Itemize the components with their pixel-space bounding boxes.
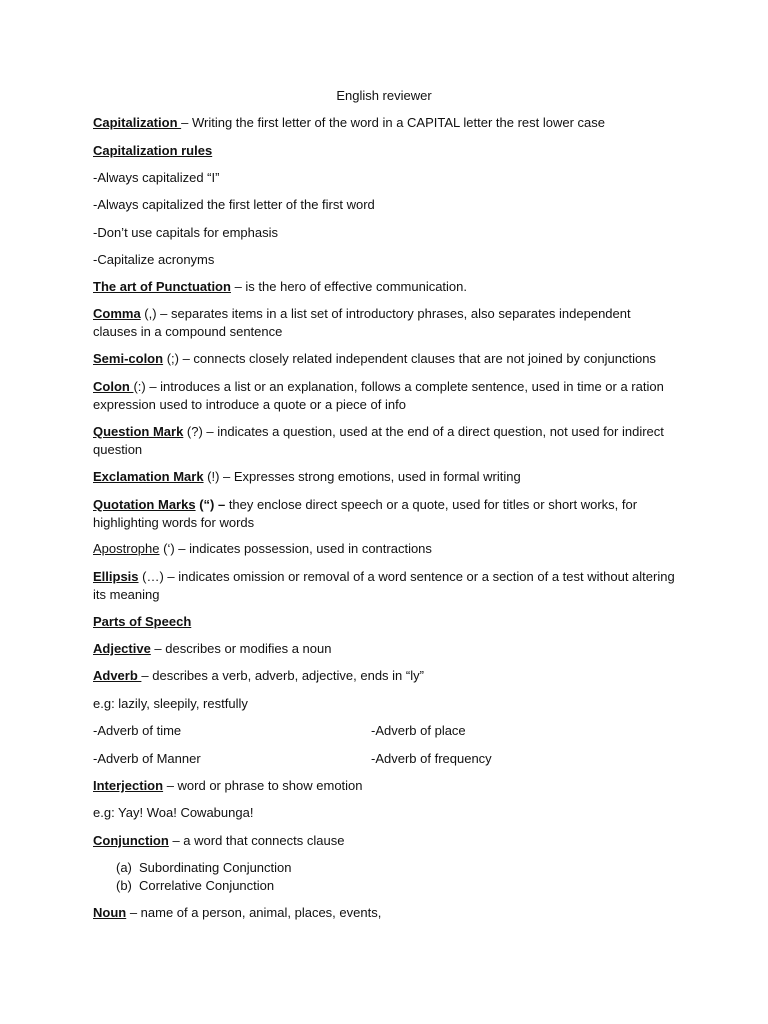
interjection-definition: Interjection – word or phrase to show emotion [93, 778, 363, 793]
adverb-of-manner: -Adverb of Manner [93, 751, 201, 766]
rule-item: -Always capitalized the first letter of the first word [93, 197, 375, 212]
interjection-example: e.g: Yay! Woa! Cowabunga! [93, 805, 254, 820]
capitalization-rules-heading: Capitalization rules [93, 143, 213, 158]
adverb-example: e.g: lazily, sleepily, restfully [93, 696, 248, 711]
rule-item: -Don’t use capitals for emphasis [93, 225, 278, 240]
capitalization-definition: Capitalization – Writing the first letter of the word in a CAPITAL letter the rest lower case [93, 115, 606, 130]
capitalization-term: Capitalization [93, 115, 182, 130]
adverb-of-place: -Adverb of place [371, 723, 466, 738]
question-mark-definition: Question Mark (?) – indicates a question, used at the end of a direct question, not used for indirect question [93, 424, 664, 457]
adverb-definition: Adverb – describes a verb, adverb, adjective, ends in “ly” [93, 668, 424, 683]
colon-definition: Colon (:) – introduces a list or an explanation, follows a complete sentence, used in time or a ration expression used to introduce a quote or a piece of info [93, 379, 664, 412]
apostrophe-definition: Apostrophe (‘) – indicates possession, used in contractions [93, 541, 432, 556]
quotation-marks-definition: Quotation Marks (“) – they enclose direct speech or a quote, used for titles or short works, for highlighting words for words [93, 497, 638, 530]
noun-definition: Noun – name of a person, animal, places, events, [93, 905, 382, 920]
page-title: English reviewer [336, 88, 432, 103]
list-item: (b) Correlative Conjunction [116, 878, 275, 893]
list-item: (a) Subordinating Conjunction [116, 860, 292, 875]
conjunction-definition: Conjunction – a word that connects clause [93, 833, 345, 848]
comma-definition: Comma (,) – separates items in a list set of introductory phrases, also separates independent clauses in a compound sentence [93, 306, 631, 339]
parts-of-speech-heading: Parts of Speech [93, 614, 192, 629]
adjective-definition: Adjective – describes or modifies a noun [93, 641, 332, 656]
adverb-of-frequency: -Adverb of frequency [371, 751, 492, 766]
ellipsis-definition: Ellipsis (…) – indicates omission or removal of a word sentence or a section of a test without altering its meaning [93, 569, 675, 602]
semicolon-definition: Semi-colon (;) – connects closely related independent clauses that are not joined by conjunctions [93, 351, 656, 366]
exclamation-mark-definition: Exclamation Mark (!) – Expresses strong emotions, used in formal writing [93, 469, 521, 484]
rule-item: -Always capitalized “I” [93, 170, 220, 185]
punctuation-definition: The art of Punctuation – is the hero of effective communication. [93, 279, 468, 294]
adverb-of-time: -Adverb of time [93, 723, 182, 738]
rule-item: -Capitalize acronyms [93, 252, 215, 267]
